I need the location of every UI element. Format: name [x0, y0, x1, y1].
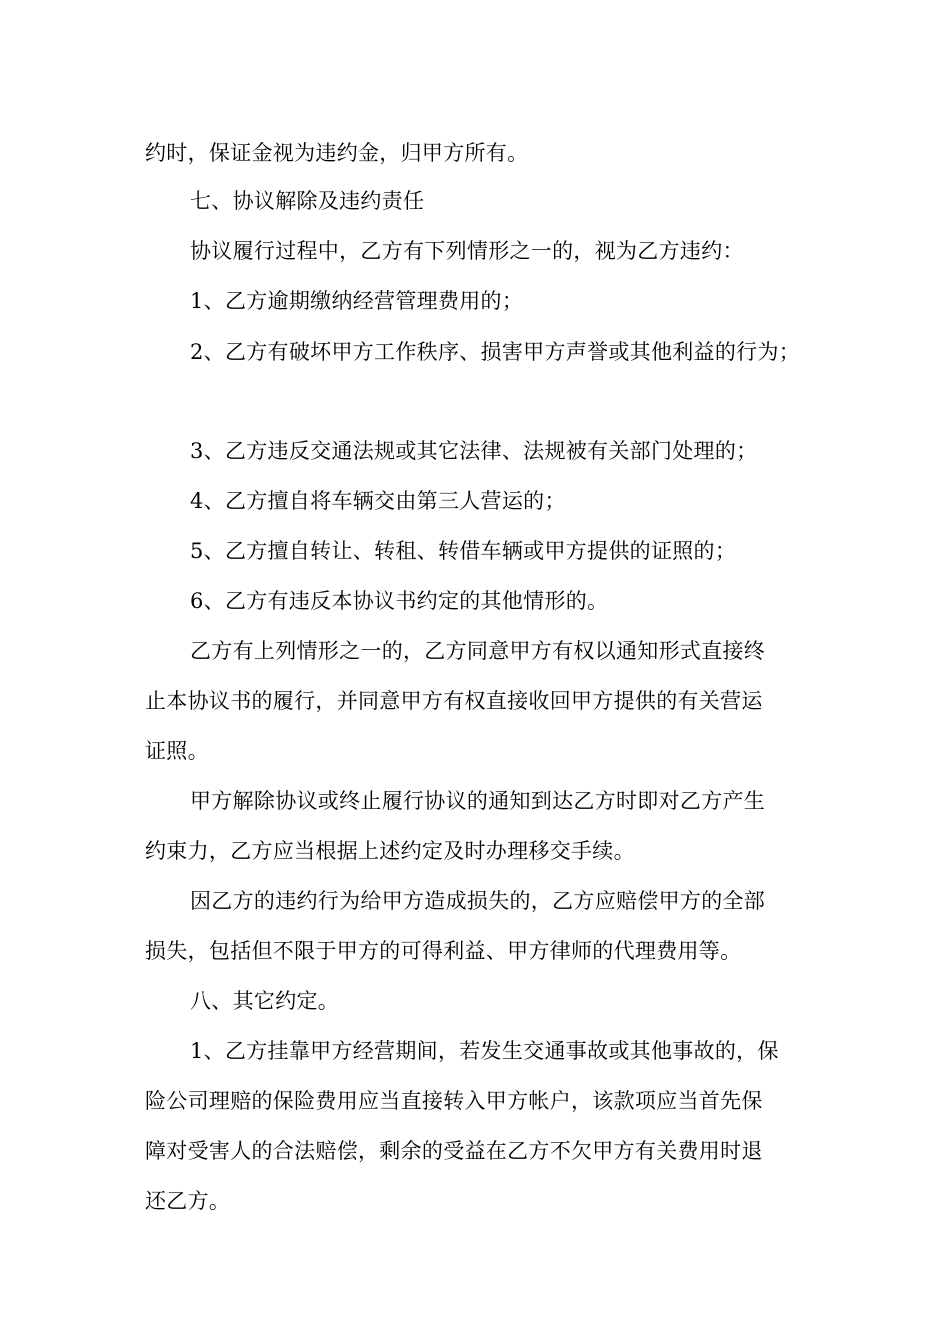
text-line: 1、乙方挂靠甲方经营期间，若发生交通事故或其他事故的，保	[190, 1039, 779, 1063]
text-line: 乙方有上列情形之一的，乙方同意甲方有权以通知形式直接终	[190, 639, 766, 663]
text-line: 还乙方。	[145, 1189, 231, 1213]
section-heading: 八、其它约定。	[190, 989, 340, 1013]
list-item: 5、乙方擅自转让、转租、转借车辆或甲方提供的证照的；	[190, 539, 737, 563]
text-line: 甲方解除协议或终止履行协议的通知到达乙方时即对乙方产生	[190, 789, 766, 813]
text-line: 险公司理赔的保险费用应当直接转入甲方帐户，该款项应当首先保	[145, 1089, 763, 1113]
text-line: 协议履行过程中，乙方有下列情形之一的，视为乙方违约：	[190, 239, 744, 263]
text-line: 证照。	[145, 739, 209, 763]
text-line: 约束力，乙方应当根据上述约定及时办理移交手续。	[145, 839, 635, 863]
text-line: 止本协议书的履行，并同意甲方有权直接收回甲方提供的有关营运	[145, 689, 763, 713]
list-item: 4、乙方擅自将车辆交由第三人营运的；	[190, 489, 566, 513]
list-item: 2、乙方有破坏甲方工作秩序、损害甲方声誉或其他利益的行为；	[190, 340, 801, 364]
text-line: 约时，保证金视为违约金，归甲方所有。	[145, 141, 529, 165]
text-line: 障对受害人的合法赔偿，剩余的受益在乙方不欠甲方有关费用时退	[145, 1139, 763, 1163]
list-item: 6、乙方有违反本协议书约定的其他情形的。	[190, 589, 609, 613]
list-item: 1、乙方逾期缴纳经营管理费用的；	[190, 289, 524, 313]
text-line: 损失，包括但不限于甲方的可得利益、甲方律师的代理费用等。	[145, 939, 742, 963]
list-item: 3、乙方违反交通法规或其它法律、法规被有关部门处理的；	[190, 439, 758, 463]
section-heading: 七、协议解除及违约责任	[190, 189, 425, 213]
text-line: 因乙方的违约行为给甲方造成损失的，乙方应赔偿甲方的全部	[190, 889, 766, 913]
